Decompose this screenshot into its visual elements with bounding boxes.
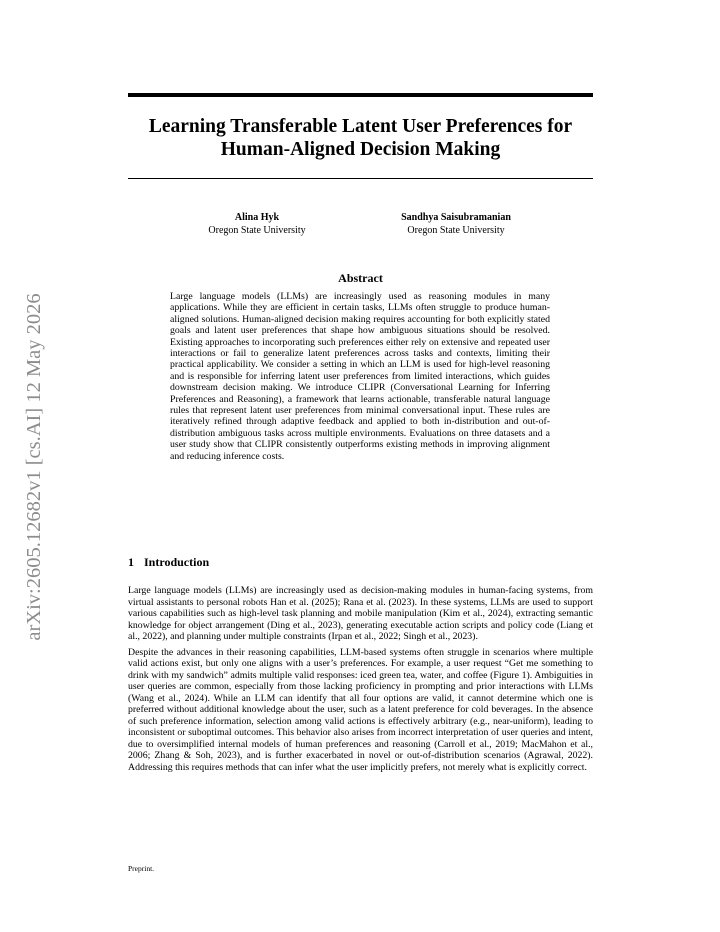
section-number: 1: [128, 555, 134, 569]
section-heading: [128, 555, 209, 570]
abstract-heading: Abstract: [338, 271, 383, 285]
section-title: Introduction: [144, 555, 210, 569]
abstract-text: Large language models (LLMs) are increasingly used as reasoning modules in many applications. While they are efficient in certain tasks, LLMs often struggle to produce human-aligned solutions. Human-aligned decision making requires accounting for both explicitly stated goals and latent user preferences that shape how ambiguous situations should be resolved. Existing approaches to incorporating such preferences either rely on extensive and repeated user interactions or fail to generalize latent preferences across tasks and contexts, limiting their practical applicability. We consider a setting in which an LLM is used for high-level reasoning and is responsible for inferring latent user preferences from limited interactions, which guides downstream decision making. We introduce CLIPR (Conversational Learning for Inferring Preferences and Reasoning), a framework that learns actionable, transferable natural language rules that represent latent user preferences from minimal conversational input. These rules are iteratively refined through adaptive feedback and applied to both in-distribution and out-of-distribution ambiguous tasks across multiple environments. Evaluations on three datasets and a user study show that CLIPR consistently outperforms existing methods in improving alignment and reducing inference costs.: [170, 291, 550, 462]
title-bottom-rule: [128, 178, 593, 179]
arxiv-identifier: arXiv:2605.12682v1 [cs.AI] 12 May 2026: [23, 293, 45, 641]
author-affiliation: Oregon State University: [407, 224, 505, 236]
intro-paragraph-1: Large language models (LLMs) are increasingly used as decision-making modules in human-facing systems, from virtual assistants to personal robots Han et al. (2025); Rana et al. (2023). In these systems, LLMs are used to support various capabilities such as high-level task planning and mobile manipulation (Kim et al., 2024), extracting semantic knowledge for object arrangement (Ding et al., 2023), generating executable action scripts and policy code (Liang et al., 2022), and planning under multiple constraints (Irpan et al., 2022; Singh et al., 2023).: [128, 585, 593, 642]
title-line-2: Human-Aligned Decision Making: [220, 139, 501, 160]
author-block-1: [157, 212, 357, 237]
title-line-1: Learning Transferable Latent User Preferences for: [148, 116, 573, 137]
title-top-rule: [128, 93, 593, 97]
author-name: Sandhya Saisubramanian: [401, 212, 511, 223]
author-affiliation: Oregon State University: [208, 224, 306, 236]
arxiv-identifier-stamp: [16, 267, 52, 667]
author-block-2: [356, 212, 556, 237]
intro-paragraph-2: Despite the advances in their reasoning capabilities, LLM-based systems often struggle in scenarios where multiple valid actions exist, but only one aligns with a user’s preferences. For example, a user request “Get me something to drink with my sandwich” admits multiple valid responses: iced green tea, water, and coffee (Figure 1). Ambiguities in user queries are common, especially from those lacking proficiency in prompting and prior interactions with LLMs (Wang et al., 2024). While an LLM can identify that all four options are valid, it cannot determine which one is preferred without additional knowledge about the user, such as a latent preference for cold beverages. In the absence of such preference information, selection among valid actions is effectively arbitrary (e.g., near-uniform), leading to inconsistent or suboptimal outcomes. This behavior also arises from incorrect interpretation of user queries and intent, due to oversimplified internal models of human preferences and reasoning (Carroll et al., 2019; MacMahon et al., 2006; Zhang & Soh, 2023), and is further exacerbated in novel or out-of-distribution scenarios (Agrawal, 2022). Addressing this requires methods that can infer what the user implicitly prefers, not merely what is explicitly correct.: [128, 646, 593, 773]
author-name: Alina Hyk: [234, 212, 280, 223]
introduction-body: [128, 585, 593, 777]
paper-title: [128, 115, 593, 161]
footer-note: Preprint.: [128, 864, 155, 873]
